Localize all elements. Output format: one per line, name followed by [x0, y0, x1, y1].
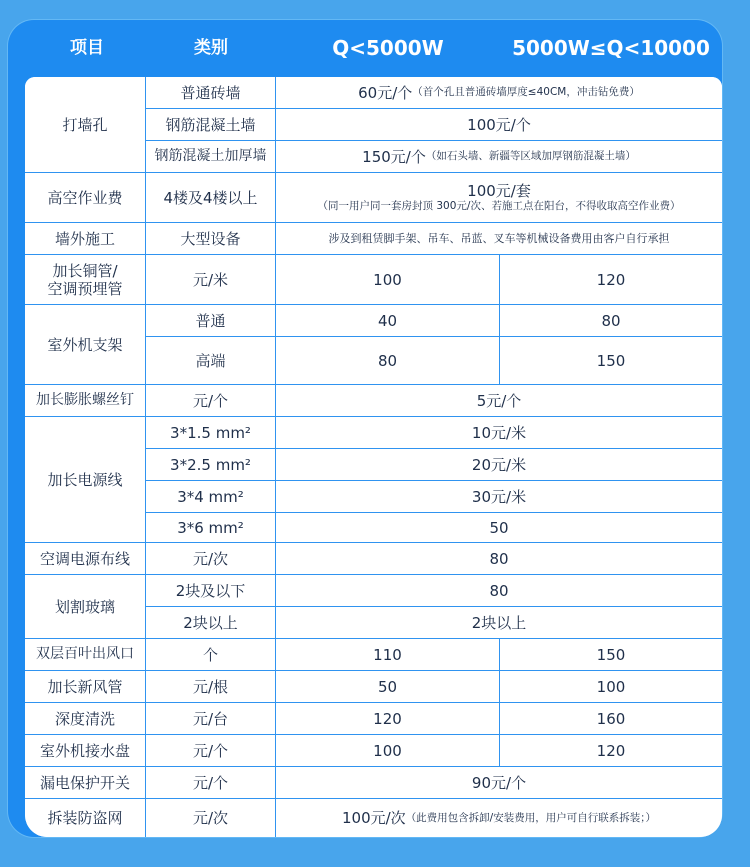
row-label-high-altitude: 高空作业费	[25, 173, 146, 223]
price-high-cell: 120	[500, 735, 722, 767]
price-high-cell: 150	[500, 337, 722, 385]
row-label-outside-wall: 墙外施工	[25, 223, 146, 255]
price-cell: 10元/米	[276, 417, 722, 449]
row-label-cleaning: 深度清洗	[25, 703, 146, 735]
category-cell: 大型设备	[146, 223, 276, 255]
row-label-glass: 划割玻璃	[25, 575, 146, 639]
price-text: 100元/套	[467, 182, 531, 201]
category-cell: 个	[146, 639, 276, 671]
row-label-louver: 双层百叶出风口	[25, 639, 146, 671]
row-label-wiring: 空调电源布线	[25, 543, 146, 575]
price-note: （同一用户同一套房封顶 300元/次、若施工点在阳台，不得收取高空作业费）	[317, 200, 681, 213]
row-label-grille: 拆装防盗网	[25, 799, 146, 837]
row-label-drain-pan: 室外机接水盘	[25, 735, 146, 767]
price-card	[8, 20, 722, 837]
category-cell: 3*4 mm²	[146, 481, 276, 513]
price-cell: 80	[276, 575, 722, 607]
price-cell	[276, 799, 722, 837]
row-label-power-cable: 加长电源线	[25, 417, 146, 543]
row-label-wall-hole: 打墙孔	[25, 77, 146, 173]
category-cell: 4楼及4楼以上	[146, 173, 276, 223]
price-table	[25, 77, 722, 837]
category-cell: 元/台	[146, 703, 276, 735]
price-cell: 90元/个	[276, 767, 722, 799]
header-category: 类别	[194, 38, 228, 58]
price-text: 60元/个	[358, 83, 413, 102]
price-low-cell: 100	[276, 255, 500, 305]
category-cell: 普通砖墙	[146, 77, 276, 109]
row-label-fresh-air: 加长新风管	[25, 671, 146, 703]
price-text: 100元/次	[342, 809, 406, 827]
category-cell: 元/米	[146, 255, 276, 305]
category-cell: 3*1.5 mm²	[146, 417, 276, 449]
price-high-cell: 80	[500, 305, 722, 337]
price-high-cell: 160	[500, 703, 722, 735]
row-label-line: 空调预埋管	[47, 279, 123, 298]
header-q-low: Q<5000W	[332, 36, 444, 60]
row-label-screw: 加长膨胀螺丝钉	[25, 385, 146, 417]
category-cell: 2块以上	[146, 607, 276, 639]
price-cell: 50	[276, 513, 722, 543]
category-cell: 元/个	[146, 385, 276, 417]
row-label-bracket: 室外机支架	[25, 305, 146, 385]
price-high-cell: 100	[500, 671, 722, 703]
category-cell: 元/个	[146, 767, 276, 799]
price-cell	[276, 141, 722, 173]
price-low-cell: 100	[276, 735, 500, 767]
category-cell: 元/个	[146, 735, 276, 767]
price-note: （此费用包含拆卸/安装费用，用户可自行联系拆装；）	[405, 811, 656, 824]
price-low-cell: 120	[276, 703, 500, 735]
row-label-line: 加长铜管/	[52, 261, 118, 280]
price-cell: 80	[276, 543, 722, 575]
price-note-cell: 涉及到租赁脚手架、吊车、吊蓝、叉车等机械设备费用由客户自行承担	[276, 223, 722, 255]
price-high-cell: 150	[500, 639, 722, 671]
price-low-cell: 50	[276, 671, 500, 703]
category-cell: 3*6 mm²	[146, 513, 276, 543]
price-cell	[276, 77, 722, 109]
price-high-cell: 120	[500, 255, 722, 305]
price-cell: 30元/米	[276, 481, 722, 513]
price-cell	[276, 173, 722, 223]
category-cell: 钢筋混凝土墙	[146, 109, 276, 141]
category-cell: 元/根	[146, 671, 276, 703]
price-low-cell: 80	[276, 337, 500, 385]
category-cell: 普通	[146, 305, 276, 337]
category-cell: 元/次	[146, 799, 276, 837]
category-cell: 高端	[146, 337, 276, 385]
row-label-copper-pipe	[25, 255, 146, 305]
price-note: （如石头墙、新疆等区域加厚钢筋混凝土墙）	[425, 150, 636, 163]
category-cell: 2块及以下	[146, 575, 276, 607]
price-low-cell: 40	[276, 305, 500, 337]
price-low-cell: 110	[276, 639, 500, 671]
price-cell: 2块以上	[276, 607, 722, 639]
price-cell: 20元/米	[276, 449, 722, 481]
category-cell: 元/次	[146, 543, 276, 575]
header-q-high: 5000W≤Q<10000	[512, 36, 710, 60]
price-cell: 5元/个	[276, 385, 722, 417]
row-label-breaker: 漏电保护开关	[25, 767, 146, 799]
price-cell: 100元/个	[276, 109, 722, 141]
category-cell: 3*2.5 mm²	[146, 449, 276, 481]
table-header	[8, 20, 722, 76]
price-text: 150元/个	[362, 147, 426, 166]
price-note: （首个孔且普通砖墙厚度≤40CM，冲击钻免费）	[412, 86, 640, 99]
category-cell: 钢筋混凝土加厚墙	[146, 141, 276, 173]
header-item: 项目	[70, 38, 104, 58]
